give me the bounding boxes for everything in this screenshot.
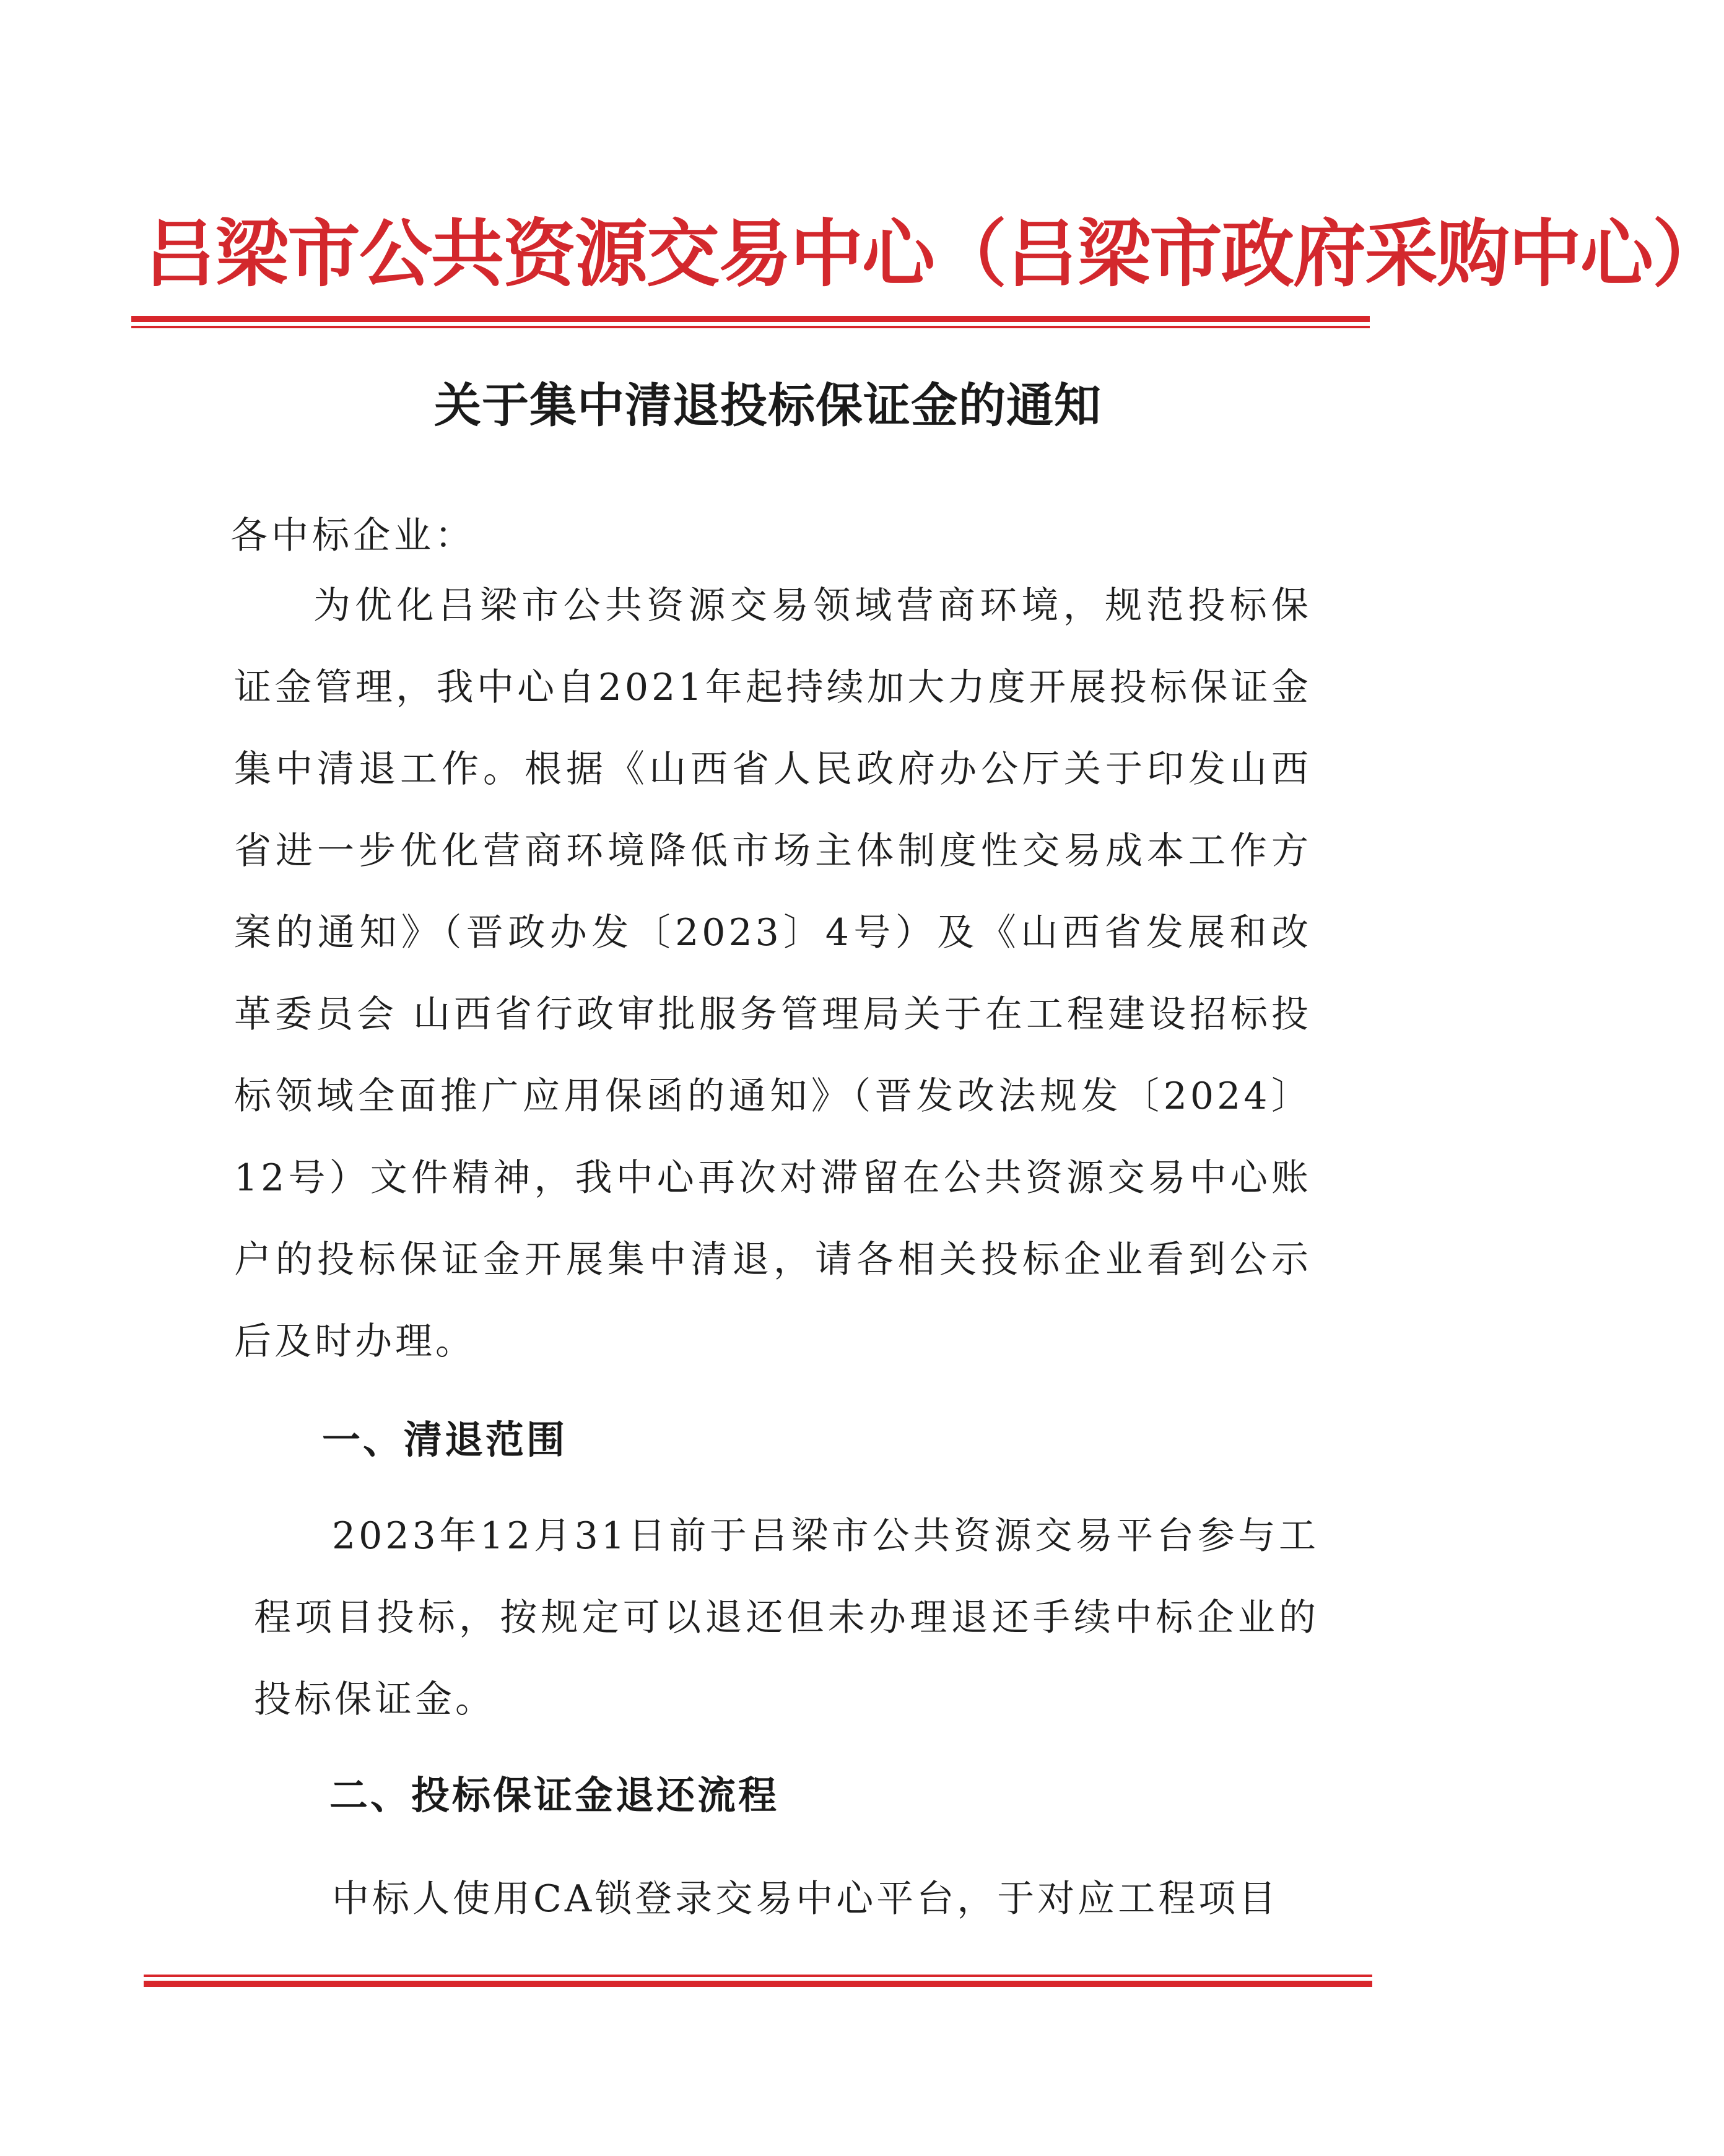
section-text-refund-process: 中标人使用CA锁登录交易中心平台，于对应工程项目 (332, 1877, 1279, 1921)
section-heading-scope: 一、清退范围 (322, 1417, 568, 1462)
letterhead-org-name: 吕梁市公共资源交易中心（吕梁市政府采购中心） (144, 211, 1724, 297)
footer-red-rule (144, 1975, 1372, 1987)
footer-rule-thick (144, 1981, 1372, 1987)
letterhead-red-rule (131, 316, 1370, 328)
section-text-scope: 2023年12月31日前于吕梁市公共资源交易平台参与工程项目投标，按规定可以退还但未办理退还手续中标企业的投标保证金。 (254, 1514, 1319, 1721)
salutation: 各中标企业： (230, 514, 476, 557)
intro-paragraph: 为优化吕梁市公共资源交易领域营商环境，规范投标保证金管理，我中心自2021年起持续加大力度开展投标保证金集中清退工作。根据《山西省人民政府办公厅关于印发山西省进一步优化营商环境降低市场主体制度性交易成本工作方案的通知》（晋政办发〔2023〕4号）及《山西省发展和改革委员会 山西省行政审批服务管理局关于在工程建设招标投标领域全面推广应用保函的通知》（晋发改法规发〔2024〕12号）文件精神，我中心再次对滞留在公共资源交易中心账户的投标保证金开展集中清退，请各相关投标企业看到公示后及时办理。 (234, 584, 1312, 1363)
notice-title: 关于集中清退投标保证金的通知 (434, 378, 1102, 433)
red-rule-thin (131, 326, 1370, 328)
section-heading-refund-process: 二、投标保证金退还流程 (329, 1773, 780, 1818)
red-rule-thick (131, 316, 1370, 322)
